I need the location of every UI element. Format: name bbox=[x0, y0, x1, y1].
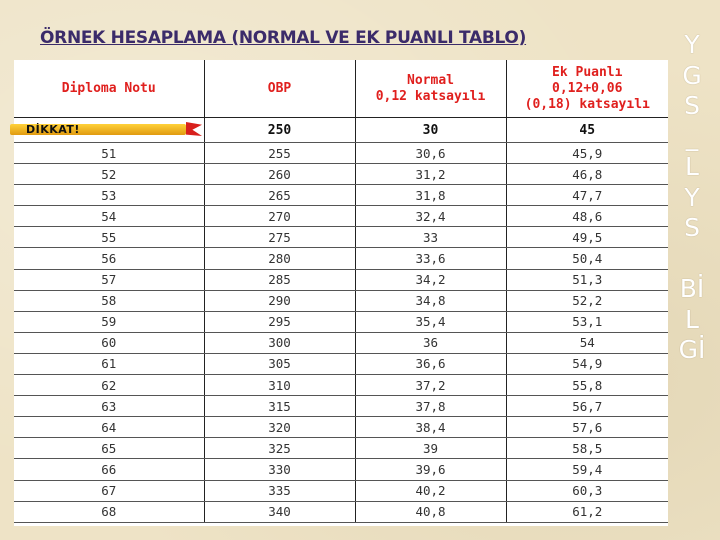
cell-diploma: 68 bbox=[14, 501, 204, 522]
table-row bbox=[14, 396, 668, 417]
cell-normal: 33 bbox=[355, 227, 506, 248]
cell-diploma: 57 bbox=[14, 269, 204, 290]
cell-extra: 58,5 bbox=[506, 438, 668, 459]
cell-obp: 340 bbox=[204, 501, 355, 522]
cell-obp: 300 bbox=[204, 332, 355, 353]
table-row bbox=[14, 269, 668, 290]
table-row bbox=[14, 501, 668, 522]
cell-obp: 330 bbox=[204, 459, 355, 480]
table-row bbox=[14, 480, 668, 501]
header-diploma-note: Diploma Notu bbox=[14, 60, 204, 118]
warning-label: DİKKAT! bbox=[26, 123, 80, 136]
cell-normal: 35,4 bbox=[355, 311, 506, 332]
side-letter: Bİ bbox=[679, 274, 705, 303]
cell-normal: 30,6 bbox=[355, 143, 506, 164]
side-letter: Y bbox=[684, 30, 700, 59]
cell-extra: 57,6 bbox=[506, 417, 668, 438]
cell-extra: 55,8 bbox=[506, 375, 668, 396]
cell-obp: 305 bbox=[204, 353, 355, 374]
side-letter: G bbox=[682, 60, 702, 90]
cell-normal: 34,8 bbox=[355, 290, 506, 311]
side-vertical-text bbox=[672, 30, 712, 366]
cell-extra: 45,9 bbox=[506, 143, 668, 164]
cell-normal: 38,4 bbox=[355, 417, 506, 438]
cell-diploma: 66 bbox=[14, 459, 204, 480]
table-row bbox=[14, 290, 668, 311]
cell-normal: 30 bbox=[355, 118, 506, 143]
header-obp: OBP bbox=[204, 60, 355, 118]
side-letter: S bbox=[684, 213, 700, 242]
cell-extra: 51,3 bbox=[506, 269, 668, 290]
cell-normal: 39,6 bbox=[355, 459, 506, 480]
cell-extra: 59,4 bbox=[506, 459, 668, 480]
cell-obp: 315 bbox=[204, 396, 355, 417]
cell-diploma: 59 bbox=[14, 311, 204, 332]
cell-normal: 39 bbox=[355, 438, 506, 459]
cell-extra: 60,3 bbox=[506, 480, 668, 501]
cell-obp: 320 bbox=[204, 417, 355, 438]
cell-normal: 40,2 bbox=[355, 480, 506, 501]
table-row bbox=[14, 311, 668, 332]
table-row bbox=[14, 164, 668, 185]
cell-obp: 295 bbox=[204, 311, 355, 332]
cell-diploma: 55 bbox=[14, 227, 204, 248]
table-row bbox=[14, 438, 668, 459]
side-letter: S bbox=[684, 91, 700, 120]
cell-obp: 310 bbox=[204, 375, 355, 396]
cell-extra: 49,5 bbox=[506, 227, 668, 248]
cell-obp: 270 bbox=[204, 206, 355, 227]
flag-icon bbox=[186, 122, 202, 136]
table-row bbox=[14, 143, 668, 164]
table-row bbox=[14, 417, 668, 438]
cell-diploma: 58 bbox=[14, 290, 204, 311]
cell-diploma: 62 bbox=[14, 375, 204, 396]
side-letter: L bbox=[685, 152, 699, 181]
table-row bbox=[14, 248, 668, 269]
side-letter: Gİ bbox=[678, 335, 706, 364]
cell-obp: 290 bbox=[204, 290, 355, 311]
cell-normal: 33,6 bbox=[355, 248, 506, 269]
cell-normal: 32,4 bbox=[355, 206, 506, 227]
cell-diploma: 54 bbox=[14, 206, 204, 227]
cell-diploma: 61 bbox=[14, 353, 204, 374]
cell-diploma: 63 bbox=[14, 396, 204, 417]
header-normal-coef: Normal 0,12 katsayılı bbox=[355, 60, 506, 118]
slide-title: ÖRNEK HESAPLAMA (NORMAL VE EK PUANLI TABLO) bbox=[40, 28, 527, 48]
cell-extra: 52,2 bbox=[506, 290, 668, 311]
cell-normal: 36,6 bbox=[355, 353, 506, 374]
cell-obp: 325 bbox=[204, 438, 355, 459]
cell-obp: 285 bbox=[204, 269, 355, 290]
table-row bbox=[14, 332, 668, 353]
table-row bbox=[14, 459, 668, 480]
cell-diploma: 53 bbox=[14, 185, 204, 206]
cell-extra: 61,2 bbox=[506, 501, 668, 522]
cell-diploma: 60 bbox=[14, 332, 204, 353]
cell-obp: 265 bbox=[204, 185, 355, 206]
cell-diploma: 51 bbox=[14, 143, 204, 164]
cell-normal: 40,8 bbox=[355, 501, 506, 522]
cell-extra: 46,8 bbox=[506, 164, 668, 185]
table-row bbox=[14, 185, 668, 206]
cell-normal: 34,2 bbox=[355, 269, 506, 290]
cell-normal: 37,8 bbox=[355, 396, 506, 417]
cell-normal: 31,2 bbox=[355, 164, 506, 185]
side-letter: _ bbox=[685, 121, 699, 151]
cell-diploma: 64 bbox=[14, 417, 204, 438]
cell-obp: 250 bbox=[204, 118, 355, 143]
table-row bbox=[14, 206, 668, 227]
table-row bbox=[14, 353, 668, 374]
cell-normal: 37,2 bbox=[355, 375, 506, 396]
cell-extra: 48,6 bbox=[506, 206, 668, 227]
table-header-row bbox=[14, 60, 668, 118]
cell-obp: 280 bbox=[204, 248, 355, 269]
cell-normal: 36 bbox=[355, 332, 506, 353]
cell-extra: 54 bbox=[506, 332, 668, 353]
side-letter bbox=[688, 244, 696, 275]
table-row bbox=[14, 227, 668, 248]
side-letter: Y bbox=[684, 182, 700, 212]
cell-extra: 54,9 bbox=[506, 353, 668, 374]
cell-obp: 335 bbox=[204, 480, 355, 501]
header-extra-points: Ek Puanlı 0,12+0,06 (0,18) katsayılı bbox=[506, 60, 668, 118]
cell-extra: 50,4 bbox=[506, 248, 668, 269]
cell-extra: 53,1 bbox=[506, 311, 668, 332]
cell-diploma: 56 bbox=[14, 248, 204, 269]
cell-obp: 260 bbox=[204, 164, 355, 185]
cell-diploma: 65 bbox=[14, 438, 204, 459]
cell-normal: 31,8 bbox=[355, 185, 506, 206]
warning-badge bbox=[10, 122, 200, 138]
cell-extra: 56,7 bbox=[506, 396, 668, 417]
table-row bbox=[14, 375, 668, 396]
table-body bbox=[14, 118, 668, 523]
cell-extra: 47,7 bbox=[506, 185, 668, 206]
cell-diploma: 52 bbox=[14, 164, 204, 185]
cell-extra: 45 bbox=[506, 118, 668, 143]
cell-diploma: 67 bbox=[14, 480, 204, 501]
cell-obp: 255 bbox=[204, 143, 355, 164]
side-letter: L bbox=[685, 304, 699, 334]
cell-obp: 275 bbox=[204, 227, 355, 248]
